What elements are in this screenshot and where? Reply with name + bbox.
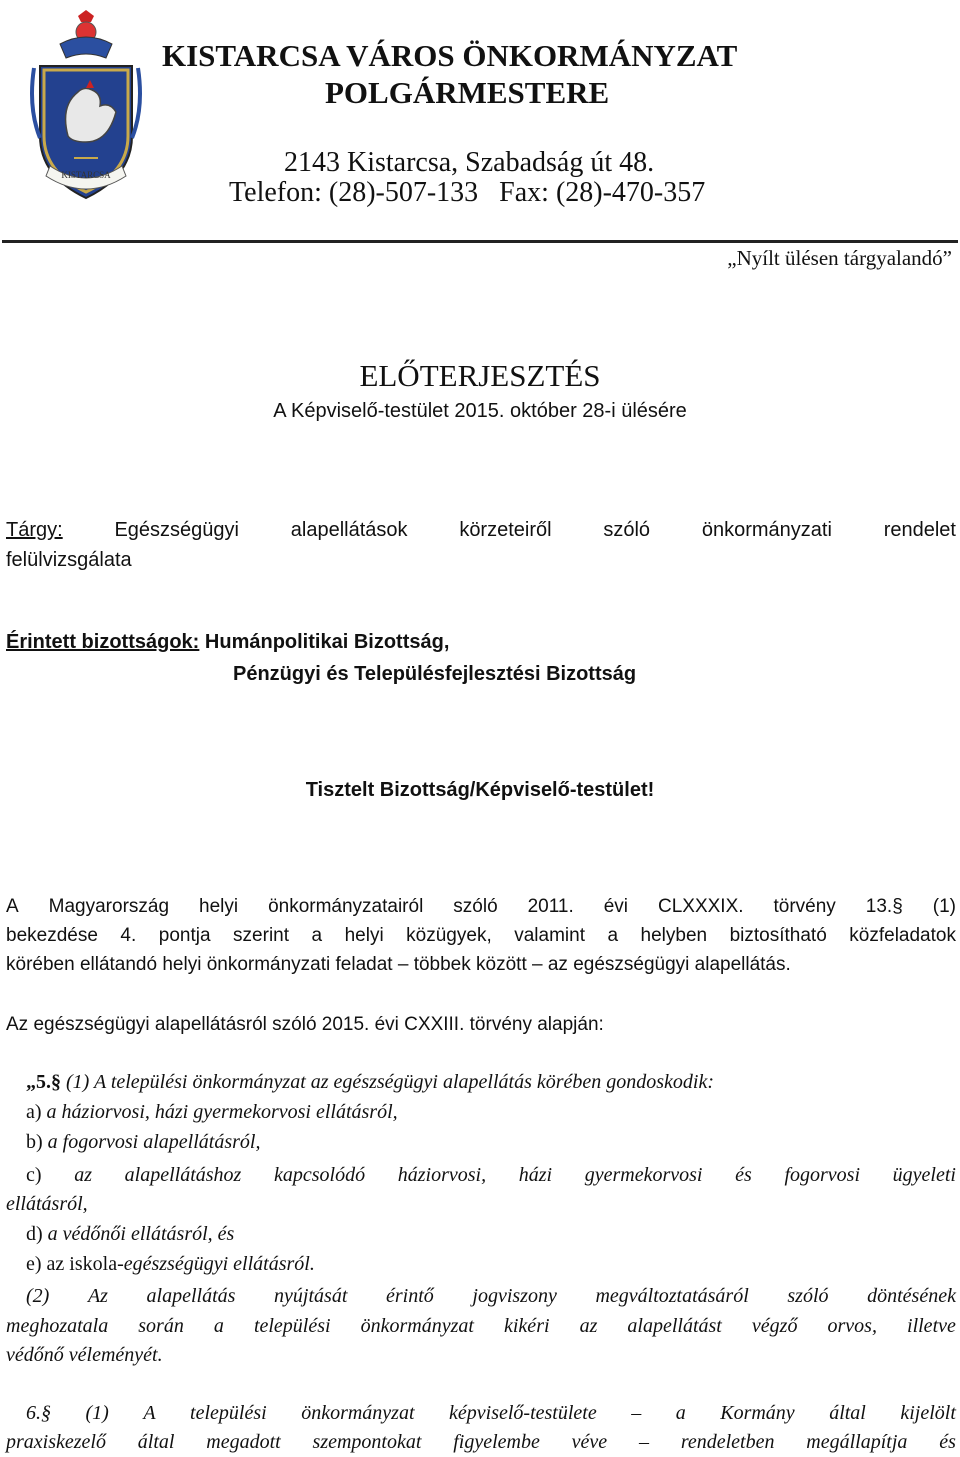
- para1-line2: bekezdése 4. pontja szerint a helyi közügyek, valamint a helyben biztosítható közfeladatok: [6, 925, 956, 946]
- law5-para2-line3: védőnő véleményét.: [6, 1344, 163, 1366]
- city-crest-logo: [30, 8, 142, 213]
- crest-banner-text: KISTARCSA: [61, 170, 111, 180]
- document-title: ELŐTERJESZTÉS: [359, 358, 601, 393]
- open-session-note: „Nyílt ülésen tárgyalandó”: [727, 246, 952, 270]
- committee-item: Humánpolitikai Bizottság,: [204, 631, 450, 653]
- salutation: Tisztelt Bizottság/Képviselő-testület!: [305, 779, 655, 801]
- law5-intro: „5.§ (1) A települési önkormányzat az egészségügyi alapellátás körében gondoskodik:: [26, 1071, 715, 1093]
- law6-line1: 6.§ (1) A települési önkormányzat képviselő-testülete – a Kormány által kijelölt: [26, 1402, 956, 1424]
- committees-label: Érintett bizottságok:: [6, 631, 200, 653]
- crest-top-ornament: [78, 10, 94, 22]
- para2: Az egészségügyi alapellátásról szóló 2015. évi CXXIII. törvény alapján:: [6, 1014, 604, 1035]
- law5-item-e: e) az iskola-egészségügyi ellátásról.: [26, 1253, 315, 1275]
- org-name-line1: KISTARCSA VÁROS ÖNKORMÁNYZAT: [162, 38, 738, 73]
- document-subtitle: A Képviselő-testület 2015. október 28-i ülésére: [273, 400, 687, 422]
- law5-item-d: d) a védőnői ellátásról, és: [26, 1223, 235, 1245]
- org-name-line2: POLGÁRMESTERE: [325, 75, 610, 110]
- para1-line3: körében ellátandó helyi önkormányzati feladat – többek között – az egészségügyi alapellátás.: [6, 954, 791, 975]
- subject-line2: felülvizsgálata: [6, 549, 132, 571]
- law5-item-c: c) az alapellátáshoz kapcsolódó háziorvosi, házi gyermekorvosi és fogorvosi ügyeleti: [26, 1164, 956, 1186]
- subject-label: Tárgy:: [6, 519, 63, 541]
- law5-item-b: b) a fogorvosi alapellátásról,: [26, 1131, 261, 1153]
- org-phone-fax: Telefon: (28)-507-133 Fax: (28)-470-357: [229, 177, 706, 208]
- header-divider: [2, 240, 958, 243]
- law6-line2: praxiskezelő által megadott szempontokat figyelembe véve – rendeletben megállapítja és: [6, 1431, 956, 1453]
- section-sign: §: [892, 896, 903, 917]
- law5-item-a: a) a háziorvosi, házi gyermekorvosi ellátásról,: [26, 1101, 398, 1123]
- law5-para2-line1: (2) Az alapellátás nyújtását érintő jogviszony megváltoztatásáról szóló döntésének: [26, 1285, 956, 1307]
- committee-item: Pénzügyi és Településfejlesztési Bizottság: [233, 663, 637, 685]
- committees-line1: [6, 627, 449, 657]
- law5-para2-line2: meghozatala során a települési önkormányzat kikéri az alapellátást végző orvos, illetve: [6, 1315, 956, 1337]
- org-address: 2143 Kistarcsa, Szabadság út 48.: [284, 147, 655, 178]
- law5-item-c-cont: ellátásról,: [6, 1193, 88, 1215]
- subject-line1: Tárgy: Egészségügyi alapellátások körzeteiről szóló önkormányzati rendelet: [6, 515, 956, 545]
- para1-line1: A Magyarország helyi önkormányzatairól szóló 2011. évi CLXXXIX. törvény 13.§ (1): [6, 896, 956, 917]
